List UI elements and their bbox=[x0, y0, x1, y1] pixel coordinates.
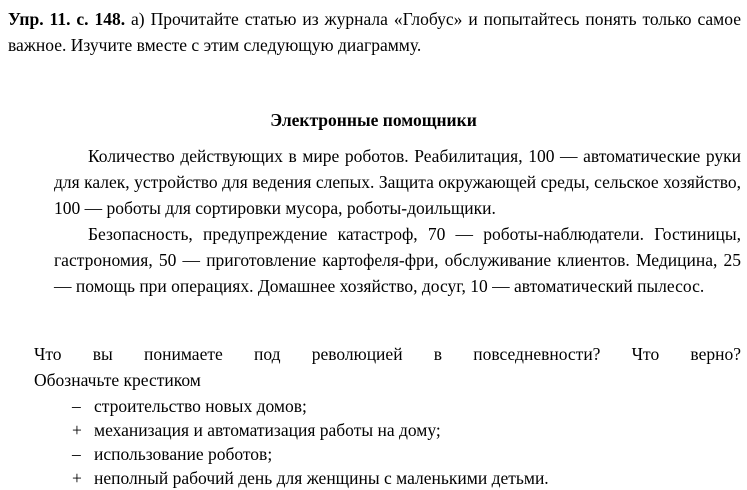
list-item[interactable] bbox=[72, 418, 732, 442]
options-list bbox=[72, 394, 732, 490]
article-heading: Электронные помощники bbox=[270, 110, 477, 130]
part-a-marker: a) bbox=[131, 9, 145, 29]
task-b-line-2: Обозначьте крестиком bbox=[34, 370, 201, 390]
exercise-intro bbox=[8, 6, 741, 58]
list-item[interactable] bbox=[72, 466, 732, 490]
option-mark: + bbox=[72, 468, 82, 488]
option-mark: + bbox=[72, 420, 82, 440]
task-b bbox=[8, 341, 741, 393]
option-label: механизация и автоматизация работы на дому; bbox=[94, 420, 441, 440]
option-label: неполный рабочий день для женщины с маленькими детьми. bbox=[94, 468, 549, 488]
option-mark: – bbox=[72, 396, 81, 416]
option-mark: – bbox=[72, 444, 81, 464]
list-item[interactable] bbox=[72, 394, 732, 418]
article-paragraph: Количество действующих в мире роботов. Реабилитация, 100 — автоматические руки для калек, устройство для ведения слепых. Защита окружающей среды, сельское хозяйство, 100 — роботы для сортировки мусора, роботы-доильщики. bbox=[54, 146, 741, 218]
option-label: использование роботов; bbox=[94, 444, 273, 464]
article-body bbox=[54, 143, 741, 299]
part-a-text: Прочитайте статью из журнала «Глобус» и попытайтесь понять только самое важное. Изучите вместе с этим следующую диаграмму. bbox=[8, 9, 741, 55]
task-b-question: Что вы понимаете под революцией в повседневности? Что верно? bbox=[34, 344, 741, 364]
exercise-number: Упр. 11. с. 148. bbox=[8, 9, 126, 29]
task-b-line-1 bbox=[8, 341, 741, 367]
option-label: строительство новых домов; bbox=[94, 396, 307, 416]
article-paragraph: Безопасность, предупреждение катастроф, 70 — роботы-наблюдатели. Гостиницы, гастрономия, 50 — приготовление картофеля-фри, обслуживание клиентов. Медицина, 25 — помощь при операциях. Домашнее хозяйство, досуг, 10 — автоматический пылесос. bbox=[54, 224, 741, 296]
task-b-marker bbox=[8, 341, 34, 367]
list-item[interactable] bbox=[72, 442, 732, 466]
